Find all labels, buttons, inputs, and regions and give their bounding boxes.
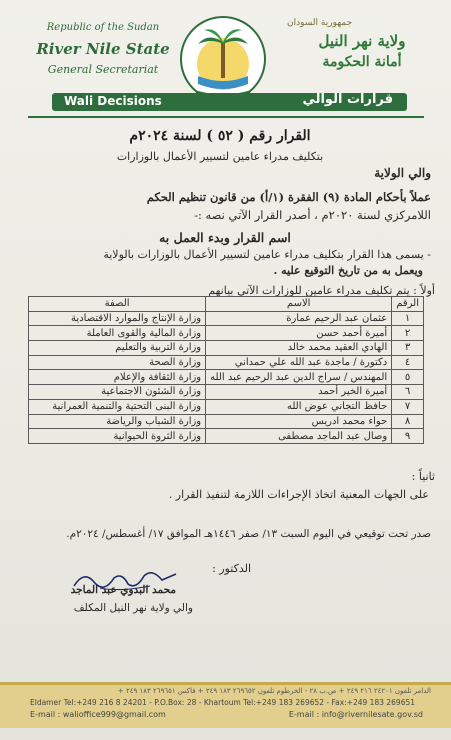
row-name: أميرة الخير أحمد bbox=[206, 385, 392, 400]
row-title: وزارة الشئون الاجتماعية bbox=[29, 385, 206, 400]
letterhead-footer bbox=[0, 682, 451, 728]
doctor-label: الدكتور : bbox=[212, 562, 251, 575]
row-no: ٢ bbox=[392, 326, 424, 341]
row-name: وصال عبد الماجد مصطفى bbox=[206, 429, 392, 444]
secretariat-ar: أمانة الحكومة bbox=[322, 54, 402, 70]
preamble-line-1: عملاً بأحكام المادة (٩) الفقرة (١/أ) من قانون تنظيم الحكم bbox=[146, 190, 431, 204]
banner-title-ar: قرارات الوالي bbox=[302, 92, 393, 107]
table-row bbox=[29, 341, 424, 356]
footer-band bbox=[0, 682, 451, 685]
issued-date-line: صدر تحت توقيعي في اليوم السبت ١٣/ صفر ١٤٤٦هـ الموافق ١٧/ أغسطس/ ٢٠٢٤م. bbox=[66, 528, 431, 540]
preamble-line-2: اللامركزي لسنة ٢٠٢٠م ، أصدر القرار الآتي نصه :- bbox=[194, 208, 431, 222]
appointees-table bbox=[28, 296, 424, 444]
row-title: وزارة الشباب والرياضة bbox=[29, 414, 206, 429]
row-title: وزارة الصحة bbox=[29, 355, 206, 370]
table-row bbox=[29, 414, 424, 429]
header-arabic bbox=[287, 18, 437, 70]
decision-subject: بتكليف مدراء عامين لتسيير الأعمال بالوزارات bbox=[116, 150, 324, 163]
header-name: الاسم bbox=[206, 297, 392, 312]
decisions-banner bbox=[52, 90, 407, 112]
signatory-name: محمد البدوي عبد الماجد bbox=[70, 584, 176, 596]
header-divider bbox=[28, 116, 424, 118]
decision-number: القرار رقم ( ٥٢ ) لسنة ٢٠٢٤م bbox=[129, 128, 311, 144]
row-name: حواء محمد ادريس bbox=[206, 414, 392, 429]
second-label: ثانياً : bbox=[411, 470, 435, 483]
row-name: الهادي العقيد محمد خالد bbox=[206, 341, 392, 356]
row-name: أميرة أحمد حسن bbox=[206, 326, 392, 341]
republic-en: Republic of the Sudan bbox=[46, 22, 160, 33]
footer-email-wali-office: E-mail : walioffice999@gmail.com bbox=[30, 710, 166, 719]
order-title: اسم القرار وبدء العمل به bbox=[159, 230, 291, 245]
banner-title-en: Wali Decisions bbox=[64, 94, 162, 108]
footer-contact-ar: الدامر تلفون ٢٤٢٠١ ٢١٦ ٢٤٩ + ص.ب ٢٨ - الخرطوم تلفون ٢٦٩٦٥٢ ١٨٣ ٢٤٩ + فاكس ٢٦٩٦٥١ ١٨٣ ٢٤٩ + bbox=[117, 687, 431, 695]
row-name: دكتورة / ماجدة عبد الله علي حمداني bbox=[206, 355, 392, 370]
row-title: وزارة التربية والتعليم bbox=[29, 341, 206, 356]
row-no: ٣ bbox=[392, 341, 424, 356]
table-row bbox=[29, 399, 424, 414]
table-header-row bbox=[29, 297, 424, 312]
footer-contact-en: Eldamer Tel:+249 216 8 24201 - P.O.Box: 28 - Khartoum Tel:+249 183 269652 - Fax:+249 183 269651 bbox=[30, 698, 416, 707]
table-row bbox=[29, 429, 424, 444]
republic-ar: جمهورية السودان bbox=[287, 18, 353, 28]
row-no: ٨ bbox=[392, 414, 424, 429]
state-ar: ولاية نهر النيل bbox=[318, 32, 406, 50]
row-no: ١ bbox=[392, 311, 424, 326]
row-title: وزارة المالية والقوى العاملة bbox=[29, 326, 206, 341]
first-clause: أولاً : يتم تكليف مدراء عامين للوزارات الآتي بيانهم bbox=[208, 284, 435, 297]
header-english bbox=[28, 22, 178, 76]
secretariat-en: General Secretariat bbox=[47, 63, 159, 76]
second-clause: على الجهات المعنية اتخاذ الإجراءات اللازمة لتنفيذ القرار . bbox=[168, 488, 429, 501]
row-title: وزارة البنى التحتية والتنمية العمرانية bbox=[29, 399, 206, 414]
row-no: ٦ bbox=[392, 385, 424, 400]
footer-email-info: E-mail : info@rivernilesate.gov.sd bbox=[288, 710, 423, 719]
row-name: حافظ التجاني عوض الله bbox=[206, 399, 392, 414]
table-row bbox=[29, 326, 424, 341]
governor-line: والي الولاية bbox=[374, 166, 431, 180]
row-no: ٥ bbox=[392, 370, 424, 385]
table-row bbox=[29, 311, 424, 326]
row-no: ٧ bbox=[392, 399, 424, 414]
table-row bbox=[29, 370, 424, 385]
row-name: عثمان عبد الرحيم عمارة bbox=[206, 311, 392, 326]
clause-effective-line: ويعمل به من تاريخ التوقيع عليه . bbox=[273, 264, 423, 277]
signatory-title: والي ولاية نهر النيل المكلف bbox=[73, 602, 193, 614]
row-title: وزارة الثقافة والإعلام bbox=[29, 370, 206, 385]
row-name: المهندس / سراج الدين عبد الرحيم عبد الله bbox=[206, 370, 392, 385]
header-no: الرقم bbox=[392, 297, 424, 312]
header-title: الصفة bbox=[29, 297, 206, 312]
row-title: وزارة الإنتاج والموارد الاقتصادية bbox=[29, 311, 206, 326]
table-row bbox=[29, 385, 424, 400]
row-no: ٩ bbox=[392, 429, 424, 444]
row-no: ٤ bbox=[392, 355, 424, 370]
clause-name-line: - يسمى هذا القرار بتكليف مدراء عامين لتسيير الأعمال بالوزارات بالولاية bbox=[103, 248, 431, 261]
table-row bbox=[29, 355, 424, 370]
state-en: River Nile State bbox=[36, 40, 170, 58]
row-title: وزارة الثروة الحيوانية bbox=[29, 429, 206, 444]
